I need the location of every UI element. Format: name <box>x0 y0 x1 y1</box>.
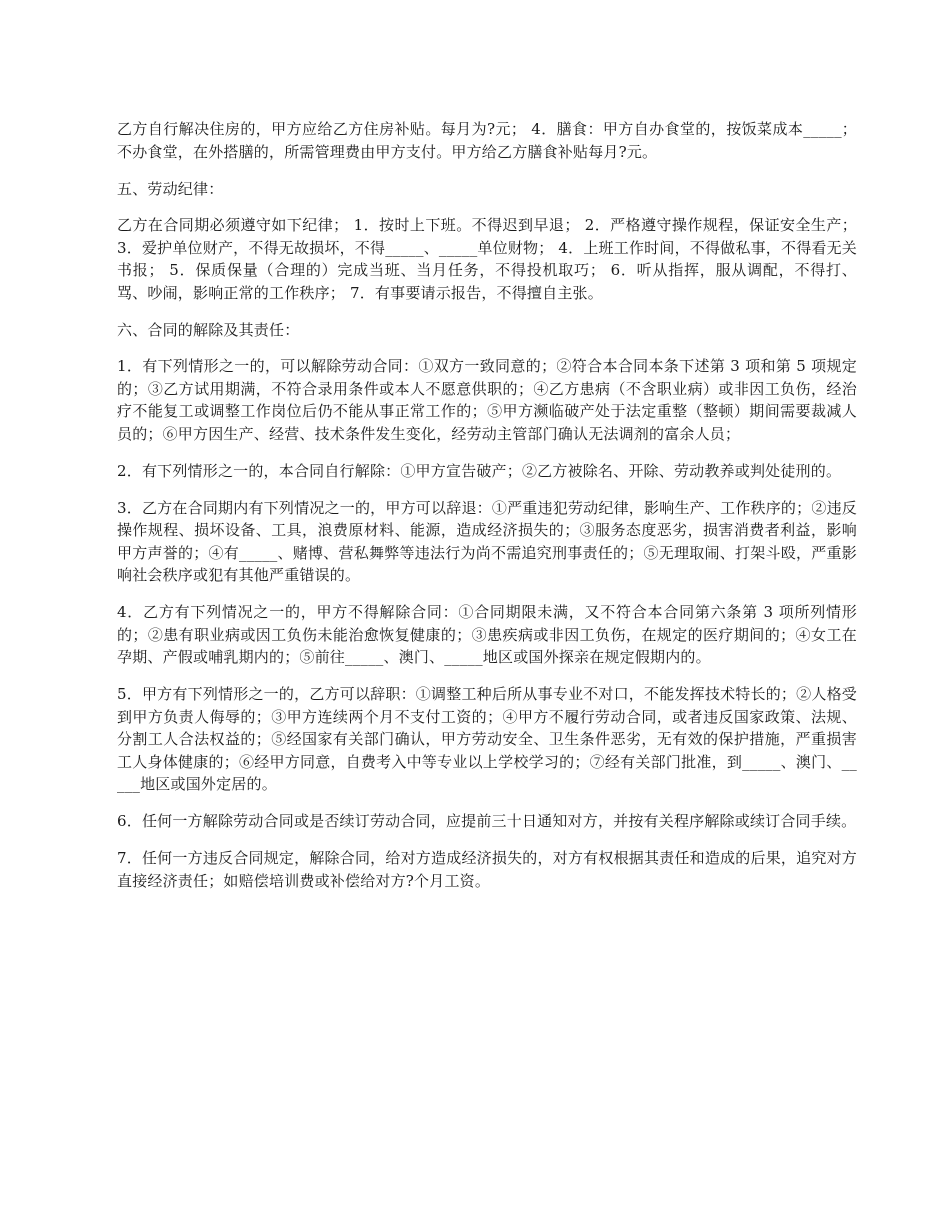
section-heading-contract-termination: 六、合同的解除及其责任： <box>117 320 300 339</box>
paragraph-discipline-rules: 乙方在合同期必须遵守如下纪律； 1．按时上下班。不得迟到早退； 2．严格遵守操作规程，保证安全生产； 3．爱护单位财产，不得无故损坏，不得_____、_____单位财物； 4．上班工作时间，不得做私事，不得看无关书报； 5．保质保量（合理的）完成当班、当月任务，不得投机取巧； 6．听从指挥，服从调配，不得打、骂、吵闹，影响正常的工作秩序； 7．有事要请示报告，不得擅自主张。 <box>117 216 857 302</box>
paragraph-termination-clause-2: 2．有下列情形之一的，本合同自行解除：①甲方宣告破产；②乙方被除名、开除、劳动教养或判处徒刑的。 <box>117 461 842 480</box>
paragraph-termination-clause-4: 4．乙方有下列情况之一的，甲方不得解除合同：①合同期限未满，又不符合本合同第六条第 3 项所列情形的；②患有职业病或因工负伤未能治愈恢复健康的；③患疾病或非因工负伤，在规定的医疗期间的；④女工在孕期、产假或哺乳期内的；⑤前往_____、澳门、_____地区或国外探亲在规定假期内的。 <box>117 603 857 666</box>
paragraph-housing-meals: 乙方自行解决住房的，甲方应给乙方住房补贴。每月为?元； 4．膳食：甲方自办食堂的，按饭菜成本_____；不办食堂，在外搭膳的，所需管理费由甲方支付。甲方给乙方膳食补贴每月?元。 <box>117 120 857 161</box>
paragraph-termination-clause-7: 7．任何一方违反合同规定，解除合同，给对方造成经济损失的，对方有权根据其责任和造成的后果，追究对方直接经济责任；如赔偿培训费或补偿给对方?个月工资。 <box>117 849 857 890</box>
paragraph-termination-clause-3: 3．乙方在合同期内有下列情况之一的，甲方可以辞退：①严重违犯劳动纪律，影响生产、工作秩序的；②违反操作规程、损坏设备、工具，浪费原材料、能源，造成经济损失的；③服务态度恶劣，损害消费者利益，影响甲方声誉的；④有_____、赌博、营私舞弊等违法行为尚不需追究刑事责任的；⑤无理取闹、打架斗殴，严重影响社会秩序或犯有其他严重错误的。 <box>117 498 857 584</box>
paragraph-termination-clause-6: 6．任何一方解除劳动合同或是否续订劳动合同，应提前三十日通知对方，并按有关程序解除或续订合同手续。 <box>117 812 857 830</box>
paragraph-termination-clause-5: 5．甲方有下列情形之一的，乙方可以辞职：①调整工种后所从事专业不对口，不能发挥技术特长的；②人格受到甲方负责人侮辱的；③甲方连续两个月不支付工资的；④甲方不履行劳动合同，或者违反国家政策、法规、分割工人合法权益的；⑤经国家有关部门确认，甲方劳动安全、卫生条件恶劣，无有效的保护措施，严重损害工人身体健康的；⑥经甲方同意，自费考入中等专业以上学校学习的；⑦经有关部门批准，到_____、澳门、_____地区或国外定居的。 <box>117 685 857 793</box>
document-body <box>117 118 857 907</box>
paragraph-termination-clause-1: 1．有下列情形之一的，可以解除劳动合同：①双方一致同意的；②符合本合同本条下述第 3 项和第 5 项规定的；③乙方试用期满，不符合录用条件或本人不愿意供职的；④乙方患病（不含职业病）或非因工负伤，经治疗不能复工或调整工作岗位后仍不能从事正常工作的；⑤甲方濒临破产处于法定重整（整顿）期间需要裁减人员的；⑥甲方因生产、经营、技术条件发生变化，经劳动主管部门确认无法调剂的富余人员； <box>117 357 857 443</box>
section-heading-labor-discipline: 五、劳动纪律： <box>117 179 224 198</box>
